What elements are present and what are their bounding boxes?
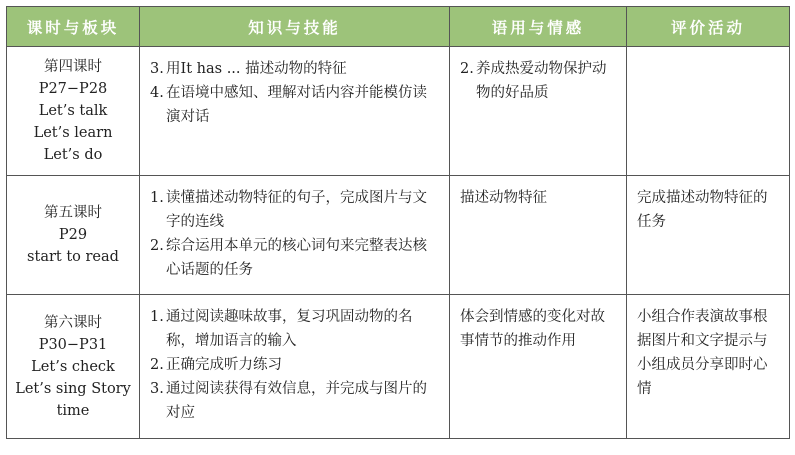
- item-number: 2.: [150, 357, 164, 373]
- item-number: 2.: [460, 61, 474, 77]
- skills-cell: [140, 176, 450, 295]
- item-number: 3.: [150, 381, 164, 397]
- list-item: [150, 377, 439, 425]
- table-row: [7, 47, 790, 176]
- list-item: [150, 186, 439, 234]
- header-emotion: 语用与情感: [450, 7, 627, 47]
- evaluation-cell: 完成描述动物特征的任务: [627, 176, 790, 295]
- period-cell: [7, 176, 140, 295]
- period-line: P30−P31: [38, 336, 108, 353]
- period-line: Let’s do: [43, 147, 103, 163]
- period-cell: [7, 47, 140, 176]
- list-item: [150, 57, 439, 81]
- item-text: 养成热爱动物保护动物的好品质: [476, 61, 607, 101]
- skills-cell: [140, 295, 450, 439]
- emotion-cell: 描述动物特征: [450, 176, 627, 295]
- header-skills: 知识与技能: [140, 7, 450, 47]
- item-number: 1.: [150, 309, 164, 325]
- item-text: 通过阅读获得有效信息，并完成与图片的对应: [166, 381, 427, 421]
- table-row: [7, 295, 790, 439]
- list-item: [150, 305, 439, 353]
- period-line: time: [56, 402, 90, 419]
- period-line: Let’s sing Story: [15, 380, 131, 397]
- list-item: [150, 353, 439, 377]
- period-line: Let’s check: [31, 358, 115, 375]
- emotion-cell: [450, 47, 627, 176]
- lesson-plan-table: [6, 6, 790, 439]
- item-text: 在语境中感知、理解对话内容并能模仿读演对话: [166, 85, 427, 125]
- item-number: 3.: [150, 61, 164, 77]
- lesson-plan-table-container: [6, 6, 789, 449]
- item-number: 2.: [150, 238, 164, 254]
- period-line: P29: [58, 227, 88, 243]
- emotion-cell: 体会到情感的变化对故事情节的推动作用: [450, 295, 627, 439]
- period-cell: [7, 295, 140, 439]
- evaluation-cell: 小组合作表演故事根据图片和文字提示与小组成员分享即时心情: [627, 295, 790, 439]
- item-text: 读懂描述动物特征的句子，完成图片与文字的连线: [166, 190, 427, 230]
- list-item: [460, 57, 616, 105]
- period-line: 第四课时: [44, 59, 102, 75]
- header-evaluation: 评价活动: [627, 7, 790, 47]
- list-item: [150, 81, 439, 129]
- item-number: 1.: [150, 190, 164, 206]
- header-period: 课时与板块: [7, 7, 140, 47]
- list-item: [150, 234, 439, 282]
- table-row: [7, 176, 790, 295]
- period-line: Let’s talk: [38, 103, 108, 119]
- item-number: 4.: [150, 85, 164, 101]
- period-line: start to read: [27, 249, 119, 265]
- period-line: 第五课时: [44, 205, 102, 221]
- item-text: 综合运用本单元的核心词句来完整表达核心话题的任务: [166, 238, 427, 278]
- period-line: P27−P28: [38, 81, 108, 97]
- item-text: 正确完成听力练习: [166, 357, 282, 373]
- evaluation-cell: [627, 47, 790, 176]
- item-text: 通过阅读趣味故事，复习巩固动物的名称，增加语言的输入: [166, 309, 413, 349]
- item-text: 用It has ... 描述动物的特征: [166, 61, 347, 77]
- period-line: 第六课时: [44, 314, 102, 331]
- header-row: [7, 7, 790, 47]
- skills-cell: [140, 47, 450, 176]
- period-line: Let’s learn: [33, 125, 113, 141]
